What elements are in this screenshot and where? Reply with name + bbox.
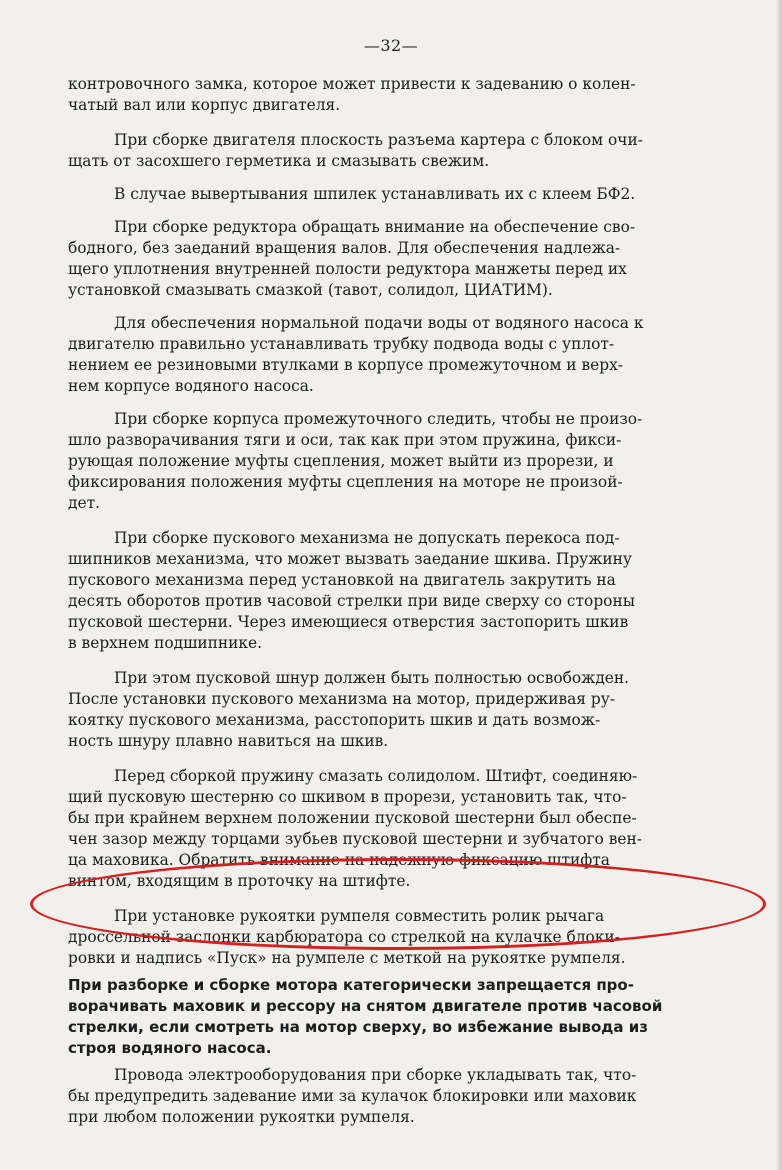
text-line: шипников механизма, что может вызвать заедание шкива. Пружину [68, 550, 632, 568]
text-line: При сборке пускового механизма не допускать перекоса под- [114, 529, 620, 547]
text-line: щать от засохшего герметика и смазывать свежим. [68, 152, 490, 170]
text-line: при любом положении рукоятки румпеля. [68, 1108, 415, 1126]
text-line: При сборке корпуса промежуточного следить, чтобы не произо- [114, 410, 643, 428]
paragraph-water-pump-tube [68, 313, 736, 397]
text-line: Провода электрооборудования при сборке укладывать так, что- [114, 1066, 637, 1084]
text-line: рующая положение муфты сцепления, может выйти из прорези, и [68, 452, 614, 470]
text-line: дроссельной заслонки карбюратора со стрелкой на кулачке блоки- [68, 928, 620, 946]
text-line: пусковой шестерни. Через имеющиеся отверстия застопорить шкив [68, 613, 629, 631]
text-line: При сборке двигателя плоскость разъема картера с блоком очи- [114, 131, 643, 149]
text-line: коятку пускового механизма, расстопорить шкив и дать возмож- [68, 711, 601, 729]
text-line: шло разворачивания тяги и оси, так как при этом пружина, фикси- [68, 431, 622, 449]
text-line: двигателю правильно устанавливать трубку подвода воды с уплот- [68, 335, 615, 353]
text-line: фиксирования положения муфты сцепления на моторе не произой- [68, 473, 623, 491]
text-line: в верхнем подшипнике. [68, 634, 263, 652]
text-line: ца маховика. Обратить внимание на надежную фиксацию штифта [68, 851, 610, 869]
page-edge-shadow [776, 0, 782, 1170]
text-line: стрелки, если смотреть на мотор сверху, во избежание вывода из [68, 1018, 648, 1036]
text-line: щего уплотнения внутренней полости редуктора манжеты перед их [68, 260, 627, 278]
text-line: винтом, входящим в проточку на штифте. [68, 872, 411, 890]
text-line: установкой смазывать смазкой (тавот, солидол, ЦИАТИМ). [68, 281, 553, 299]
text-line: контровочного замка, которое может привести к задеванию о колен- [68, 75, 636, 93]
paragraph-intermediate-housing [68, 409, 736, 514]
text-line: бы предупредить задевание ими за кулачок блокировки или маховик [68, 1087, 637, 1105]
paragraph-lock-note [68, 74, 736, 116]
text-line: ровки и надпись «Пуск» на румпеле с меткой на рукоятке румпеля. [68, 949, 626, 967]
page-number: —32— [363, 36, 419, 55]
text-line: ность шнуру плавно навиться на шкив. [68, 732, 389, 750]
text-body [68, 74, 736, 1128]
text-line: При установке рукоятки румпеля совместить ролик рычага [114, 907, 605, 925]
paragraph-studs-glue [68, 184, 736, 205]
paragraph-starter-mechanism [68, 528, 736, 654]
paragraph-crankcase-sealant [68, 130, 736, 172]
paragraph-starter-cord [68, 668, 736, 752]
text-line: чен зазор между торцами зубьев пусковой шестерни и зубчатого вен- [68, 830, 642, 848]
text-line: пускового механизма перед установкой на двигатель закрутить на [68, 571, 616, 589]
text-line: дет. [68, 494, 100, 512]
text-line: При разборке и сборке мотора категорически запрещается про- [68, 976, 634, 994]
text-line: бодного, без заеданий вращения валов. Для обеспечения надлежа- [68, 239, 621, 257]
paragraph-warning-flywheel [68, 975, 736, 1059]
paragraph-spring-lubrication [68, 766, 736, 892]
text-line: ворачивать маховик и рессору на снятом двигателе против часовой [68, 997, 663, 1015]
text-line: Для обеспечения нормальной подачи воды от водяного насоса к [114, 314, 644, 332]
text-line: бы при крайнем верхнем положении пусковой шестерни был обеспе- [68, 809, 637, 827]
text-line: нением ее резиновыми втулками в корпусе промежуточном и верх- [68, 356, 623, 374]
text-line: В случае вывертывания шпилек устанавливать их с клеем БФ2. [114, 185, 636, 203]
paragraph-wiring [68, 1065, 736, 1128]
text-line: нем корпусе водяного насоса. [68, 377, 314, 395]
paragraph-reducer-assembly [68, 217, 736, 301]
text-line: При сборке редуктора обращать внимание на обеспечение сво- [114, 218, 636, 236]
text-line: После установки пускового механизма на мотор, придерживая ру- [68, 690, 616, 708]
text-line: щий пусковую шестерню со шкивом в прорези, установить так, что- [68, 788, 627, 806]
text-line: При этом пусковой шнур должен быть полностью освобожден. [114, 669, 630, 687]
text-line: строя водяного насоса. [68, 1039, 272, 1057]
text-line: Перед сборкой пружину смазать солидолом. Штифт, соединяю- [114, 767, 638, 785]
paragraph-tiller-handle [68, 906, 736, 969]
text-line: десять оборотов против часовой стрелки при виде сверху со стороны [68, 592, 635, 610]
text-line: чатый вал или корпус двигателя. [68, 96, 341, 114]
